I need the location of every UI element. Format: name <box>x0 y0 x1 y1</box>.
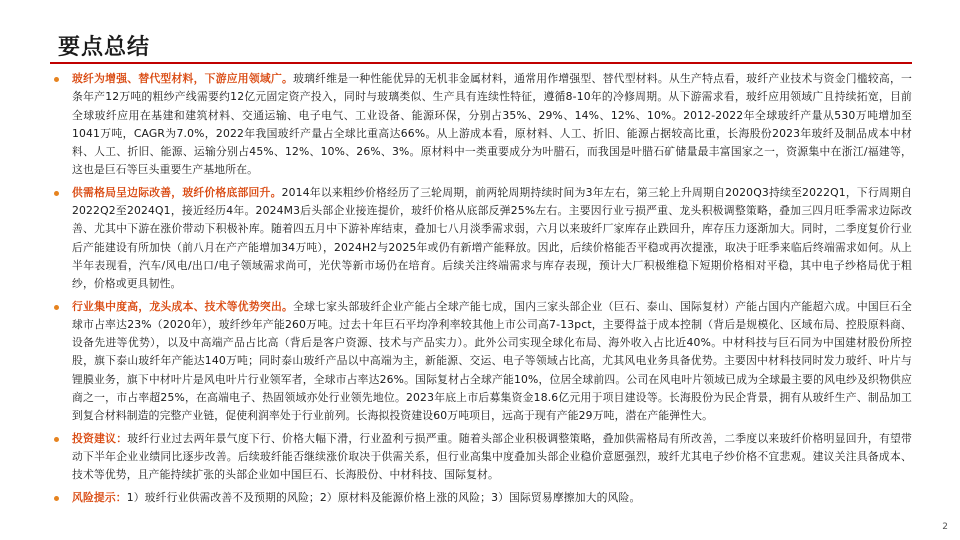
bullet-heading: 风险提示： <box>72 490 127 504</box>
bullet-body: 玻璃纤维是一种性能优异的无机非金属材料，通常用作增强型、替代型材料。从生产特点看，玻纤产业技术与资金门槛较高，一条年产12万吨的粗纱产线需要约12亿元固定资产投入，同时与玻璃类似、生产具有连续性特征，遵循8-10年的冷修周期。从下游需求看，玻纤应用领域广且持续拓宽，目前全球玻纤应用在基建和建筑材料、交通运输、电子电气、工业设备、能源环保，分别占35%、29%、14%、12%、10%。2012-2022年全球玻纤产量从530万吨增加至1041万吨，CAGR为7.0%，2022年我国玻纤产量占全球比重高达66%。从上游成本看，原材料、人工、折旧、能源占据较高比重，长海股份2023年玻纤及制品成本中材料、人工、折旧、能源、运输分别占45%、12%、10%、26%、3%。原材料中一类重要成分为叶腊石，而我国是叶腊石矿储量最丰富国家之一，资源集中在浙江/福建等，这也是巨石等巨头重要生产基地所在。 <box>72 72 912 177</box>
bullet-body: 玻纤行业过去两年景气度下行、价格大幅下滑，行业盈利亏损严重。随着头部企业积极调整策略，叠加供需格局有所改善，二季度以来玻纤价格明显回升，有望带动下半年企业业绩同比逐步改善。后续玻纤能否继续涨价取决于供需关系，但行业高集中度叠加头部企业稳价意愿强烈，玻纤尤其电子纱价格不宜悲观。建议关注具备成本、技术等优势，且产能持续扩张的头部企业如中国巨石、长海股份、中材科技、国际复材。 <box>72 431 912 482</box>
page-title: 要点总结 <box>58 34 151 60</box>
bullet-heading: 供需格局呈边际改善，玻纤价格底部回升。 <box>72 185 282 199</box>
bullet-heading: 玻纤为增强、替代型材料，下游应用领域广。 <box>72 72 294 85</box>
bullet-supply-demand <box>50 184 912 294</box>
bullet-body: 1）玻纤行业供需改善不及预期的风险；2）原材料及能源价格上涨的风险；3）国际贸易摩擦加大的风险。 <box>126 490 641 504</box>
title-divider <box>50 62 912 64</box>
summary-content <box>50 70 912 511</box>
bullet-industry-overview <box>50 70 912 180</box>
bullet-body: 2014年以来粗纱价格经历了三轮周期，前两轮周期持续时间为3年左右，第三轮上升周期自2020Q3持续至2022Q1，下行周期自2022Q2至2024Q1，接近经历4年。2024M3后头部企业接连提价，玻纤价格从底部反弹25%左右。主要因行业亏损严重、龙头积极调整策略，叠加三四月旺季需求边际改善、尤其中下游在涨价带动下积极补库。随着四五月中下游补库结束，叠加七八月淡季需求弱，六月以来玻纤厂家库存止跌回升，库存压力逐渐加大。同时，二季度复价行业后产能建设有所加快（前八月在产产能增加34万吨），2024H2与2025年或仍有新增产能释放。因此，后续价格能否平稳或再次提涨，取决于旺季来临后终端需求如何。从上半年表现看，汽车/风电/出口/电子领域需求尚可，光伏等新市场仍在培育。后续关注终端需求与库存表现，预计大厂积极维稳下短期价格相对平稳，其中电子纱格局优于粗纱，价格或更具韧性。 <box>72 185 913 291</box>
bullet-investment-advice <box>50 430 912 485</box>
bullet-risk-warning <box>50 489 912 507</box>
bullet-heading: 投资建议： <box>72 431 128 445</box>
page-number: 2 <box>942 522 948 532</box>
bullet-concentration <box>50 298 912 426</box>
bullet-heading: 行业集中度高，龙头成本、技术等优势突出。 <box>72 299 294 313</box>
bullet-body: 全球七家头部玻纤企业产能占全球产能七成，国内三家头部企业（巨石、泰山、国际复材）产能占国内产能超六成。中国巨石全球市占率达23%（2020年），玻纤纱年产能260万吨。过去十年巨石平均净利率较其他上市公司高7-13pct，主要得益于成本控制（背后是规模化、区域布局、控股原料商、设备先进等优势），以及中高端产品占比高（背后是客户资源、技术与产品实力）。此外公司实现全球化布局、海外收入占比近40%。中材科技与巨石同为中国建材股份所控股，旗下泰山玻纤年产能达140万吨；同时泰山玻纤产品以中高端为主，新能源、交运、电子等领域占比高，尤其风电业务具备优势。主要因中材科技同时发力玻纤、叶片与锂膜业务，旗下中材叶片是风电叶片行业领军者，全球市占率达26%。国际复材占全球产能10%，位居全球前四。公司在风电叶片领域已成为全球最主要的风电纱及织物供应商之一，市占率超25%，在高端电子、热固领域亦处行业领先地位。2023年底上市后募集资金18.6亿元用于项目建设等。长海股份为民企背景，拥有从玻纤生产、制品加工到复合材料制造的完整产业链，促使利润率处于行业前列。长海拟投资建设60万吨项目，远高于现有产能29万吨，潜在产能弹性大。 <box>72 299 912 423</box>
